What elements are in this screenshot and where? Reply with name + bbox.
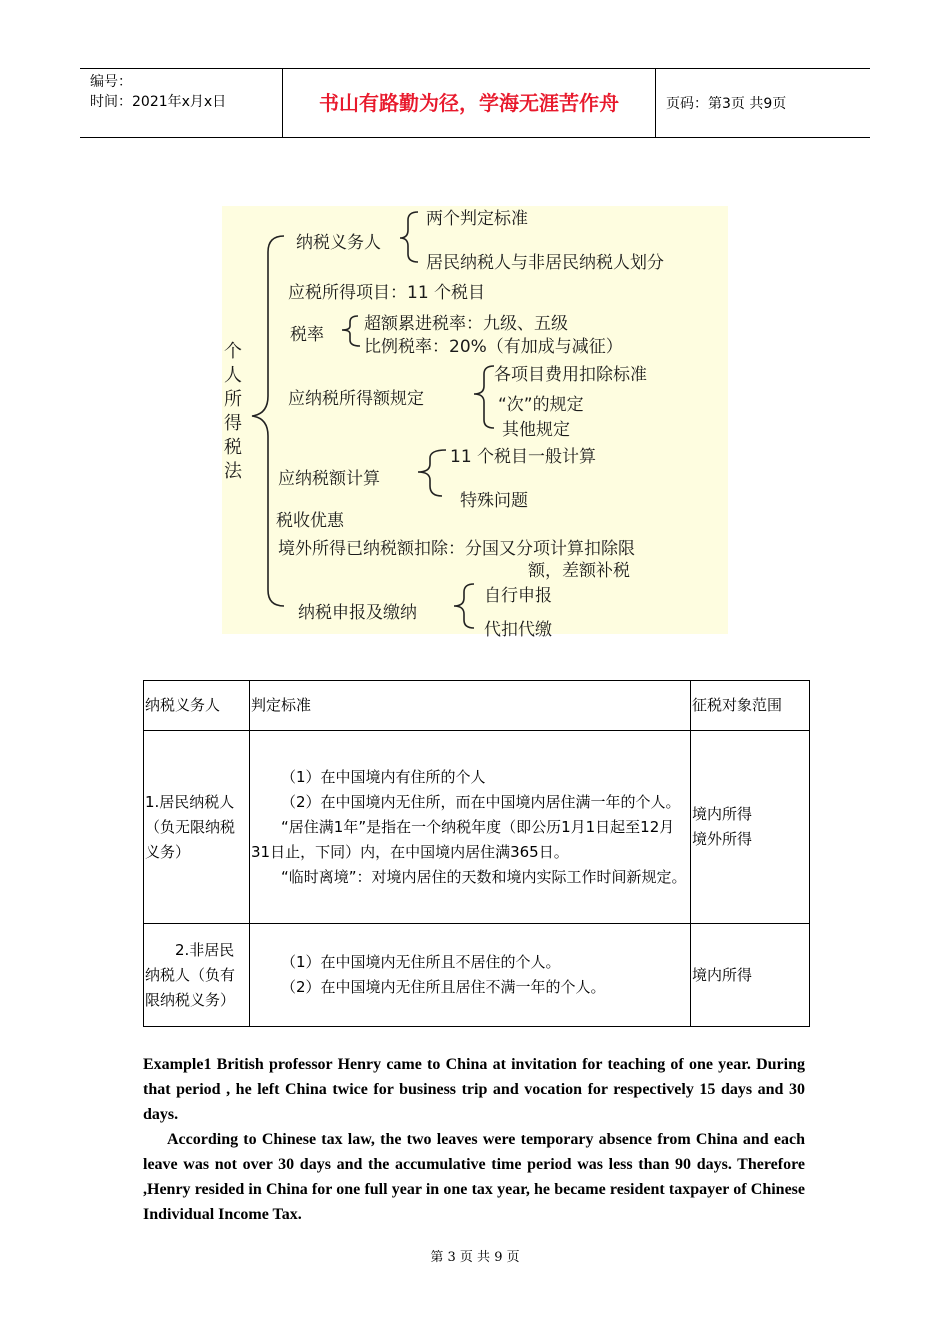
- taxpayer-table: [143, 680, 810, 1027]
- node-withholding: 代扣代缴: [484, 620, 552, 640]
- resident-standard-cell: （1）在中国境内有住所的个人 （2）在中国境内无住所，而在中国境内居住满一年的个人。 “居住满1年”是指在一个纳税年度（即公历1月1日起至12月31日止，下同）内，在中国境内居住满365日。 “临时离境”：对境内居住的天数和境内实际工作时间新规定。: [250, 731, 691, 924]
- resident-scope-cell: 境内所得 境外所得: [691, 731, 810, 924]
- node-special-issues: 特殊问题: [460, 491, 528, 511]
- nonresident-standard-cell: （1）在中国境内无住所且不居住的个人。 （2）在中国境内无住所且居住不满一年的个人。: [250, 924, 691, 1027]
- node-times-rule: “次”的规定: [498, 395, 584, 415]
- node-deduction-standards: 各项目费用扣除标准: [494, 365, 647, 385]
- time-label: 时间：2021年x月x日: [90, 94, 227, 110]
- table-row: [144, 731, 810, 924]
- node-tax-calculation: 应纳税额计算: [278, 469, 380, 489]
- example-paragraph-2: According to Chinese tax law, the two leaves were temporary absence from China and each leave was not over 30 days and the accumulative time period was less than 90 days. Therefore ,Henry resided in China for one full year in one tax year, he became resident taxpayer of Chinese Individual Income Tax.: [143, 1131, 805, 1223]
- table-header-cell: 判定标准: [250, 681, 691, 731]
- table-header-cell: 征税对象范围: [691, 681, 810, 731]
- node-taxable-income: 应纳税所得额规定: [288, 389, 424, 409]
- node-progressive-rate: 超额累进税率：九级、五级: [364, 314, 568, 334]
- resident-taxpayer-cell: 1.居民纳税人（负无限纳税义务）: [144, 731, 250, 924]
- table-header-cell: 纳税义务人: [144, 681, 250, 731]
- table-row: [144, 924, 810, 1027]
- header-motto: 书山有路勤为径，学海无涯苦作舟: [319, 91, 619, 115]
- page-label: 页码：第3页 共9页: [666, 96, 787, 112]
- node-tax-rate: 税率: [290, 325, 324, 345]
- node-taxpayer-standards: 两个判定标准: [426, 209, 528, 229]
- node-taxpayer: 纳税义务人: [296, 233, 381, 253]
- node-tax-preferences: 税收优惠: [276, 511, 344, 531]
- page-header: [80, 68, 870, 138]
- node-filing-payment: 纳税申报及缴纳: [298, 603, 417, 623]
- nonresident-scope-cell: 境内所得: [691, 924, 810, 1027]
- tax-law-mindmap: [222, 206, 728, 640]
- nonresident-taxpayer-cell: 2.非居民纳税人（负有限纳税义务）: [144, 924, 250, 1027]
- header-page-cell: [655, 69, 871, 137]
- node-proportional-rate: 比例税率：20%（有加成与减征）: [364, 337, 623, 357]
- mindmap-root: 个人所得税法: [224, 341, 242, 482]
- node-self-filing: 自行申报: [484, 586, 552, 606]
- page-footer: 第 3 页 共 9 页: [430, 1250, 520, 1265]
- node-taxable-items: 应税所得项目：11 个税目: [288, 283, 486, 303]
- example-paragraph-1: Example1 British professor Henry came to China at invitation for teaching of one year. During that period , he left China twice for business trip and vocation for respectively 15 days and 30 days.: [143, 1056, 805, 1123]
- table-header-row: [144, 681, 810, 731]
- node-general-calc: 11 个税目一般计算: [450, 447, 597, 467]
- header-info-cell: [80, 69, 283, 137]
- node-foreign-credit-cont: 额，差额补税: [528, 561, 630, 581]
- node-taxpayer-division: 居民纳税人与非居民纳税人划分: [426, 253, 664, 273]
- node-foreign-credit: 境外所得已纳税额扣除：分国又分项计算扣除限: [278, 539, 635, 559]
- doc-number-label: 编号：: [90, 74, 132, 90]
- node-other-rules: 其他规定: [502, 420, 570, 440]
